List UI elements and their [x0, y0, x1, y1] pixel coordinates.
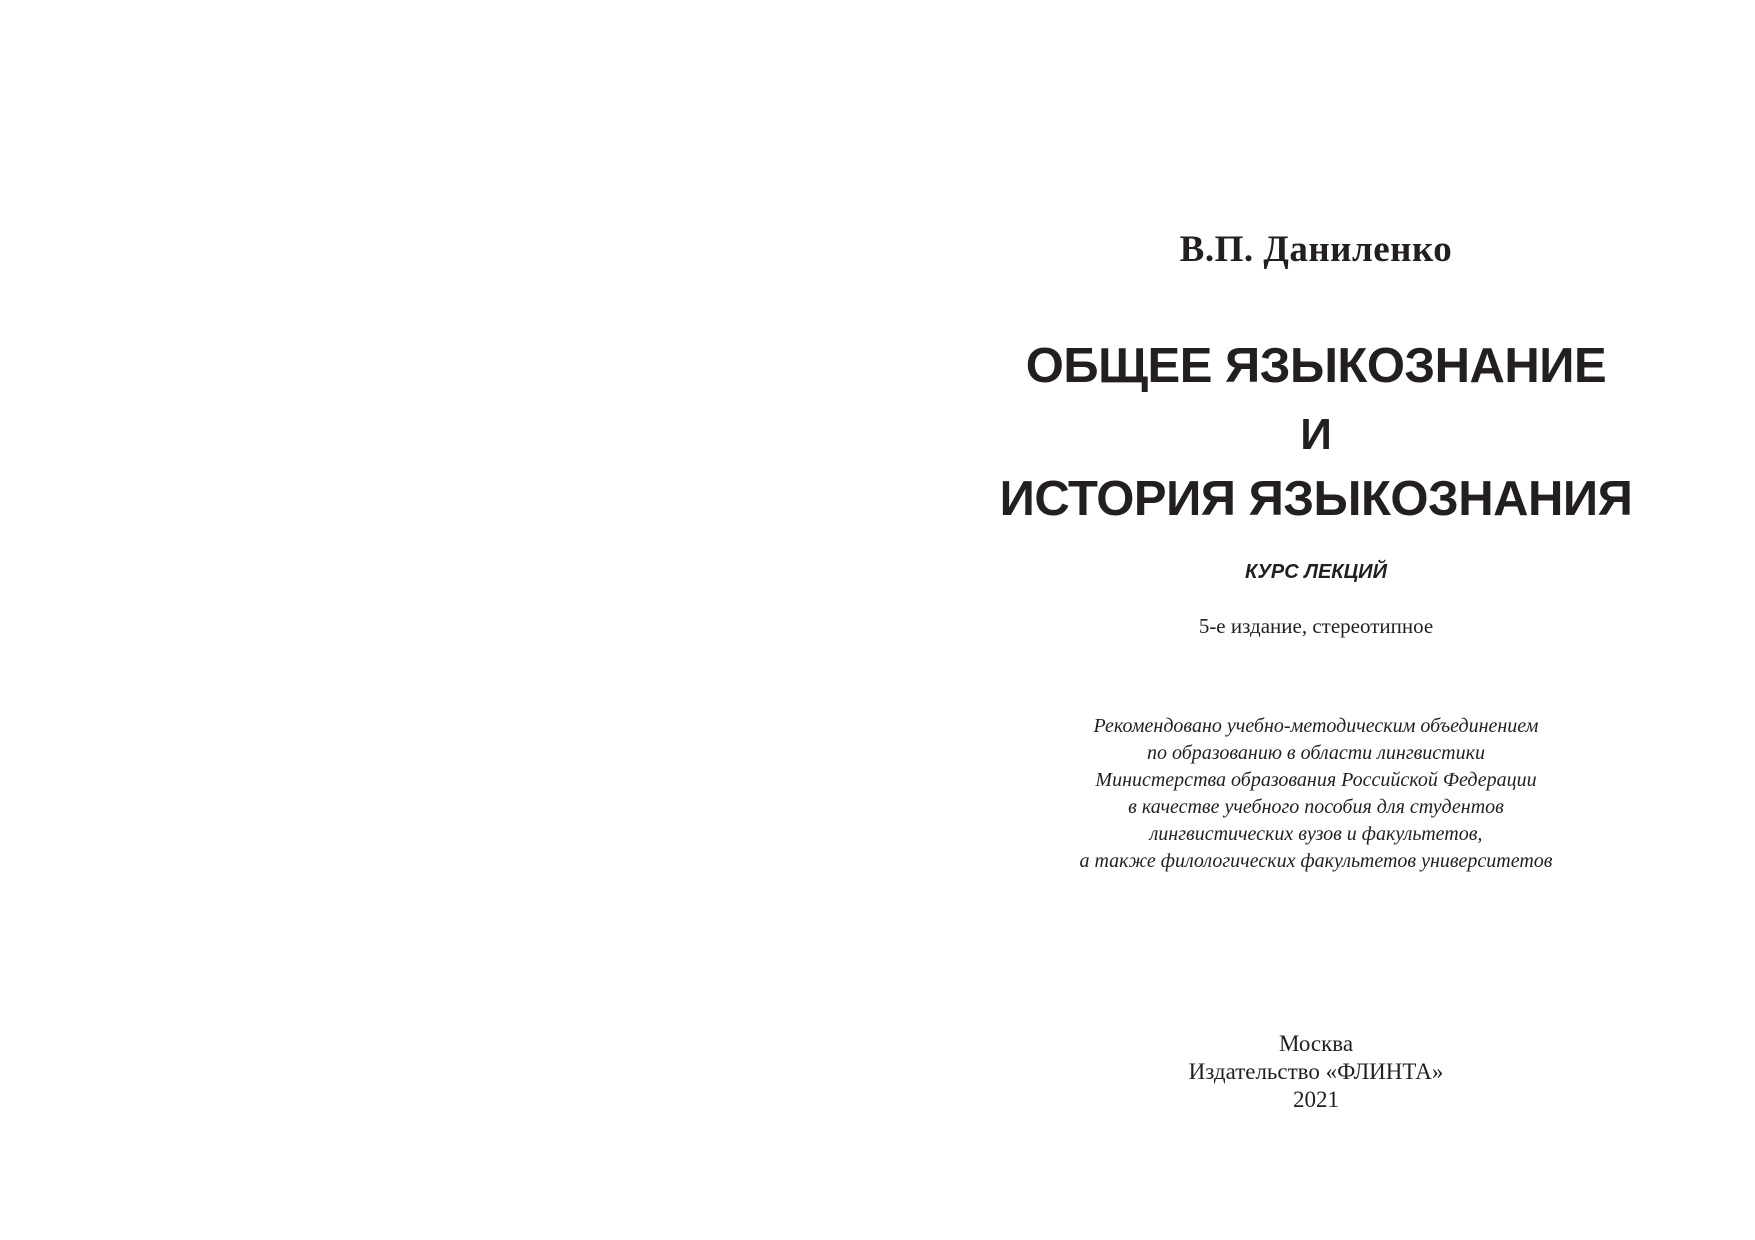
- title-page: [877, 0, 1755, 1240]
- title-line-1: ОБЩЕЕ ЯЗЫКОЗНАНИЕ: [1025, 339, 1607, 393]
- imprint-block: [877, 1030, 1755, 1114]
- recommendation-line: а также филологических факультетов университетов: [1079, 850, 1553, 872]
- author-name: В.П. Даниленко: [1179, 229, 1453, 270]
- blank-left-page: [0, 0, 877, 1240]
- recommendation-line: Министерства образования Российской Федерации: [1095, 769, 1537, 791]
- edition-note: 5-е издание, стереотипное: [1198, 614, 1434, 638]
- recommendation-line: лингвистических вузов и факультетов,: [1149, 823, 1483, 845]
- recommendation-block: [877, 713, 1755, 875]
- genre-label: КУРС ЛЕКЦИЙ: [1245, 561, 1387, 583]
- recommendation-line: Рекомендовано учебно-методическим объединением: [1093, 715, 1539, 737]
- recommendation-line: по образованию в области лингвистики: [1147, 742, 1485, 764]
- imprint-city: Москва: [1278, 1031, 1354, 1056]
- title-line-2: ИСТОРИЯ ЯЗЫКОЗНАНИЯ: [999, 472, 1633, 526]
- title-conjunction: И: [1300, 410, 1332, 459]
- recommendation-line: в качестве учебного пособия для студентов: [1128, 796, 1504, 818]
- imprint-publisher: Издательство «ФЛИНТА»: [1188, 1059, 1444, 1084]
- imprint-year: 2021: [1293, 1087, 1339, 1112]
